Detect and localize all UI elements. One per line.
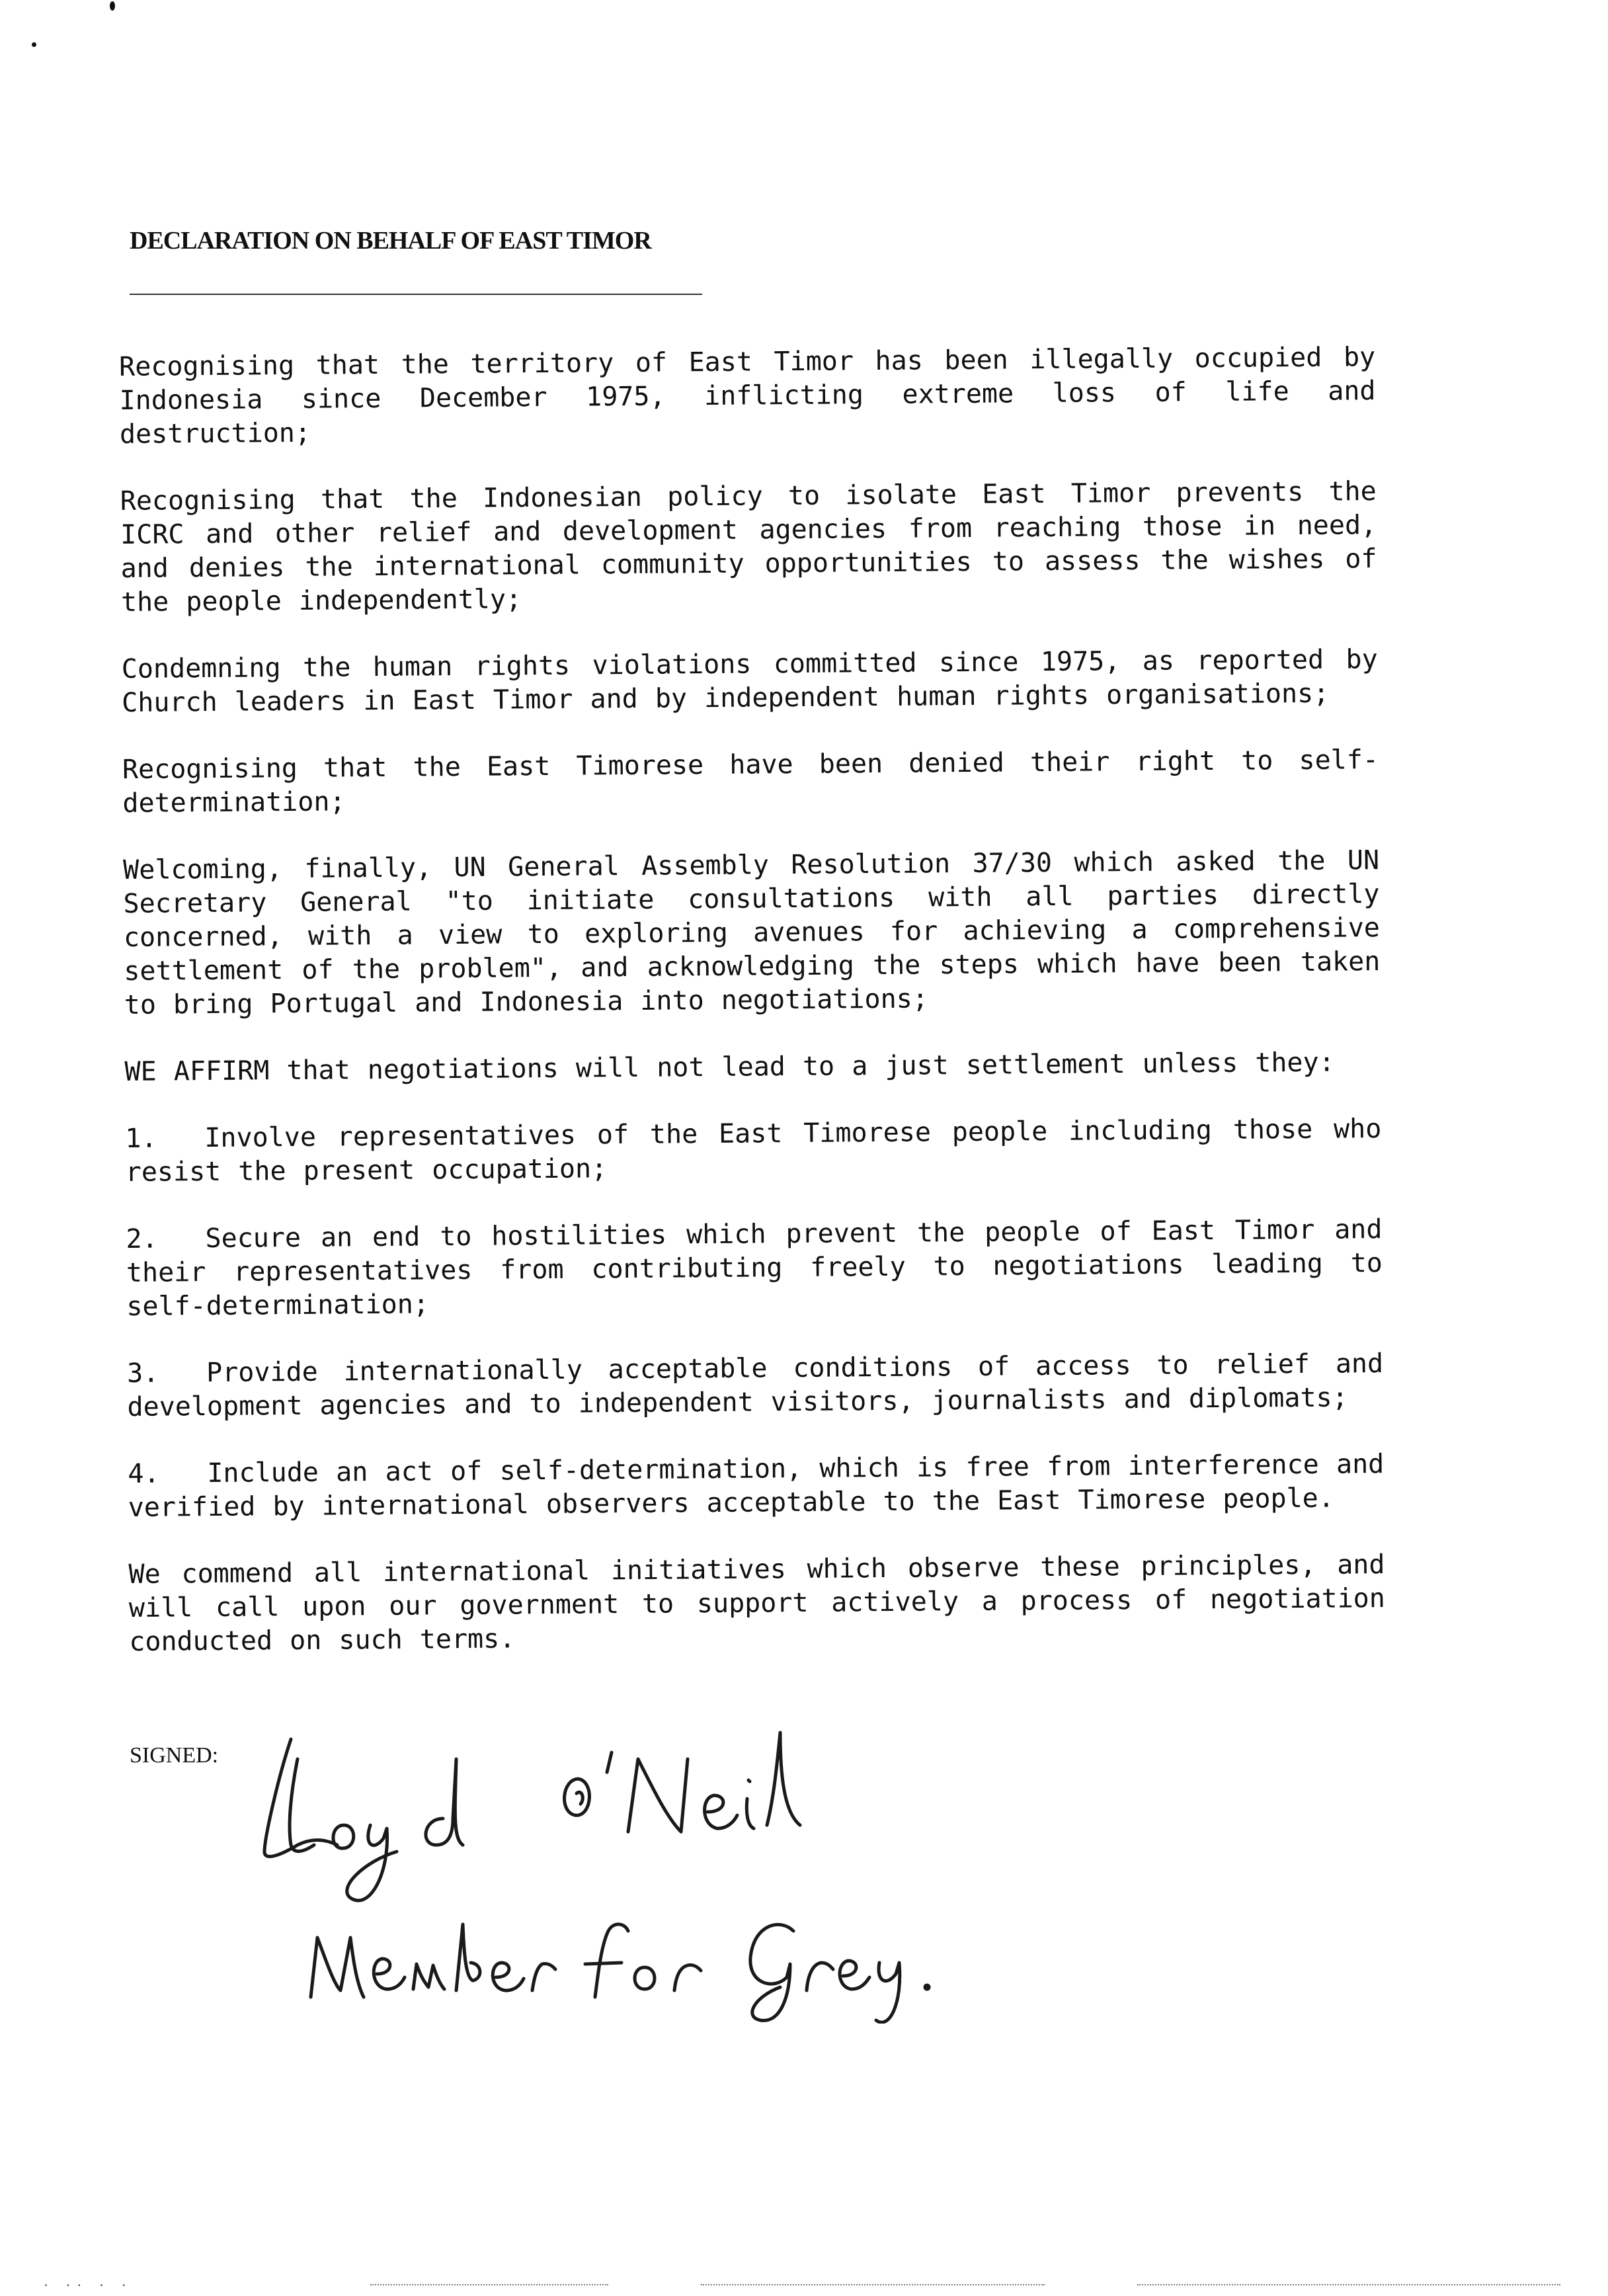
list-item-number: 2. [126, 1223, 158, 1254]
title-underline [130, 294, 702, 295]
preamble-paragraph: Condemning the human rights violations committed since 1975, as reported by Church leaders in East Timor and by independent human rights organisations; [121, 644, 1378, 718]
scan-edge-line [701, 2284, 1045, 2285]
preamble-paragraph: Recognising that the East Timorese have been denied their right to self-determination; [122, 745, 1379, 819]
scan-marks: · ·· · · [42, 2279, 132, 2293]
scan-speck [110, 1, 115, 11]
list-item-text: Secure an end to hostilities which prevent the people of East Timor and their representatives from contributing freely to negotiations leading to self-determination; [126, 1214, 1383, 1322]
scan-edge-line [1137, 2284, 1560, 2285]
list-item-number: 4. [128, 1458, 160, 1489]
list-item-number: 3. [126, 1358, 159, 1389]
list-item-text: Include an act of self-determination, which is free from interference and verified by international observers acceptable to the East Timorese people. [128, 1449, 1385, 1523]
preamble-paragraph: Welcoming, finally, UN General Assembly Resolution 37/30 which asked the UN Secretary General "to initiate consultations with all parties directly concerned, with a view to exploring avenues for achieving a comprehensive settlement of the problem", and acknowledging the steps which have been taken to bring Portugal and Indonesia into negotiations; [122, 845, 1381, 1020]
affirm-paragraph: WE AFFIRM that negotiations will not lead to a just settlement unless they: [124, 1047, 1335, 1087]
list-item [126, 1213, 1383, 1324]
document-body [119, 341, 1386, 1692]
document-title: DECLARATION ON BEHALF OF EAST TIMOR [130, 227, 651, 255]
list-item [125, 1112, 1382, 1190]
closing-paragraph: We commend all international initiatives which observe these principles, and will call upon our government to support actively a process of negotiation conducted on such terms. [128, 1549, 1386, 1657]
scan-edge-line [370, 2284, 608, 2285]
preamble-paragraph: Recognising that the Indonesian policy to isolate East Timor prevents the ICRC and other relief and development agencies from reaching those in need, and denies the international community opportunities to assess the wishes of the people independently; [120, 476, 1377, 618]
preamble-paragraph: Recognising that the territory of East Timor has been illegally occupied by Indonesia since December 1975, inflicting extreme loss of life and destruction; [119, 342, 1376, 450]
list-item-text: Involve representatives of the East Timorese people including those who resist the present occupation; [125, 1114, 1382, 1188]
handwritten-signature [251, 1719, 952, 2024]
list-item-text: Provide internationally acceptable conditions of access to relief and development agencies and to independent visitors, journalists and diplomats; [127, 1348, 1384, 1422]
signed-label: SIGNED: [130, 1743, 219, 1768]
list-item-number: 1. [125, 1123, 157, 1154]
list-item [128, 1448, 1385, 1525]
list-item [127, 1347, 1384, 1424]
scan-speck [32, 42, 36, 47]
